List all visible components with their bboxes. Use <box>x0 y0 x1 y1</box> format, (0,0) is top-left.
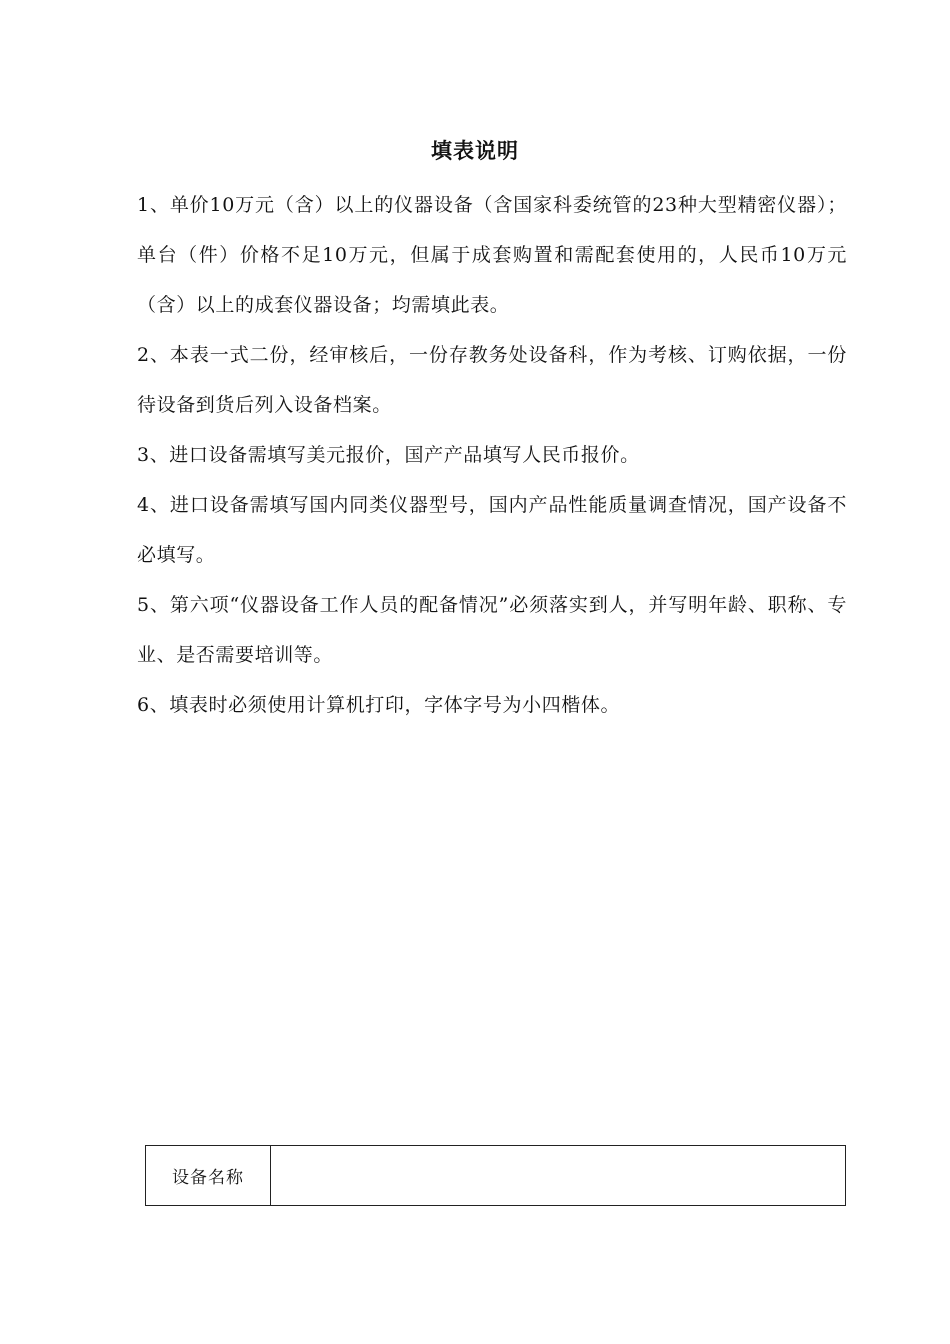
page-title: 填表说明 <box>431 138 519 163</box>
instruction-item-2: 2、本表一式二份，经审核后，一份存教务处设备科，作为考核、订购依据，一份待设备到货后列入设备档案。 <box>137 344 847 416</box>
equipment-form-table <box>145 1145 846 1206</box>
instruction-item-4: 4、进口设备需填写国内同类仪器型号，国内产品性能质量调查情况，国产设备不必填写。 <box>137 494 847 566</box>
equipment-name-field[interactable] <box>271 1146 846 1206</box>
instruction-item-1: 1、单价10万元（含）以上的仪器设备（含国家科委统管的23种大型精密仪器）；单台（件）价格不足10万元，但属于成套购置和需配套使用的，人民币10万元（含）以上的成套仪器设备；均需填此表。 <box>137 194 847 316</box>
equipment-name-label: 设备名称 <box>146 1146 271 1206</box>
table-row <box>146 1146 846 1206</box>
instruction-item-3: 3、进口设备需填写美元报价，国产产品填写人民币报价。 <box>137 444 640 466</box>
instructions-list <box>137 180 847 730</box>
instruction-item-5: 5、第六项“仪器设备工作人员的配备情况”必须落实到人，并写明年龄、职称、专业、是否需要培训等。 <box>137 594 847 666</box>
instruction-item-6: 6、填表时必须使用计算机打印，字体字号为小四楷体。 <box>137 694 621 716</box>
